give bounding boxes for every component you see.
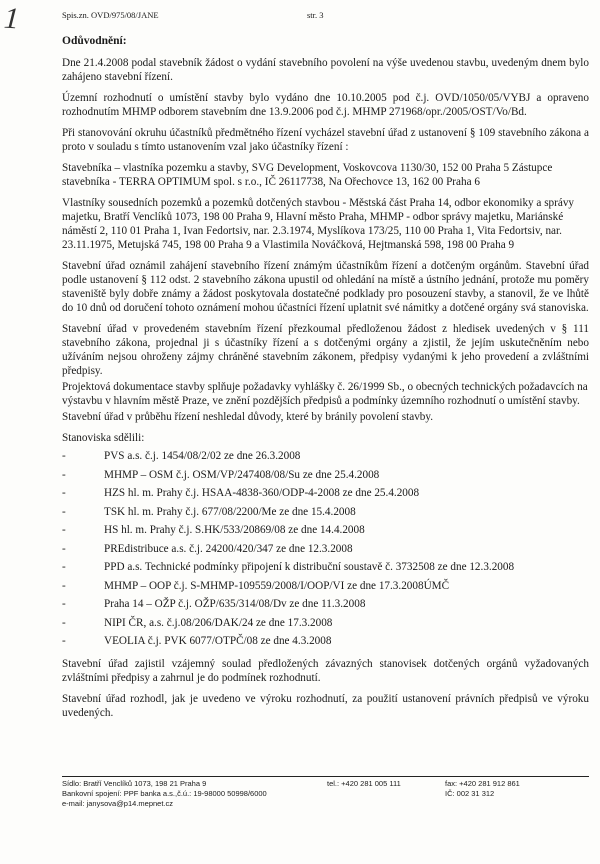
bank-details: Bankovní spojení: PPF banka a.s.,č.ú.: 19-98000 50998/6000 — [62, 789, 267, 798]
list-item: - PVS a.s. č.j. 1454/08/2/02 ze dne 26.3.2008 — [62, 450, 301, 462]
list-item: - HZS hl. m. Prahy č.j. HSAA-4838-360/ODP-4-2008 ze dne 25.4.2008 — [62, 487, 420, 499]
paragraph: Při stanovování okruhu účastníků předmětného řízení vycházel stavební úřad z ustanovení § 109 stavebního zákona a proto v souladu s tímto ustanovením vzal jako účastníky řízení : — [62, 127, 589, 153]
paragraph: Vlastníky sousedních pozemků a pozemků dotčených stavbou - Městská část Praha 14, odbor ekonomiky a správy majetku, Bratří Venclíků 1073, 198 00 Praha 9, Hlavní město Praha, MHMP - odbor správy majetku, Mariánské náměstí 2, 110 01 Praha 1, Ivan Fedortsiv, nar. 2.3.1974, Myslíkova 173/25, 110 00 Praha 1, Vita Fedortsiv, nar. 23.11.1975, Metujská 745, 198 00 Praha 9 a Vlastimila Nováčková, Hejtmanská 598, 198 00 Praha 9 — [62, 197, 575, 251]
paragraph: Stavební úřad oznámil zahájení stavebního řízení známým účastníkům řízení a dotčeným orgánům. Stavební úřad podle ustanovení § 112 odst. 2 stavebního zákona upustil od ohledání na místě a ústního jednání, protože mu poměry staveniště byly dobře známy a žádost poskytovala dostatečné podklady pro posouzení stavby, a stanovil, že ve lhůtě do 10 dnů od doručení tohoto oznámení mohou účastníci řízení uplatnit své námitky a dotčené orgány svá stanoviska. — [62, 260, 589, 314]
paragraph: Dne 21.4.2008 podal stavebník žádost o vydání stavebního povolení na výše uvedenou stavbu, uvedeným dnem bylo zahájeno stavební řízení. — [62, 57, 589, 83]
email: e-mail: janysova@p14.mepnet.cz — [62, 799, 173, 808]
page-number: str. 3 — [307, 10, 324, 20]
opinions-list — [62, 447, 589, 651]
section-title: Odůvodnění: — [62, 35, 127, 47]
list-item: - PREdistribuce a.s. č.j. 24200/420/347 ze dne 12.3.2008 — [62, 542, 353, 555]
list-item: - Praha 14 – OŽP č.j. OŽP/635/314/08/Dv ze dne 11.3.2008 — [62, 598, 366, 610]
paragraph: Projektová dokumentace stavby splňuje požadavky vyhlášky č. 26/1999 Sb., o obecných technických požadavcích na výstavbu v hlavním městě Praze, ve znění pozdějších předpisů a podmínky územního rozhodnutí o umístění stavby. — [62, 381, 588, 407]
paragraph: Stavební úřad v provedeném stavebním řízení přezkoumal předloženou žádost z hledisek uvedených v § 111 stavebního zákona, projednal ji s účastníky řízení a s dotčenými orgány a zjistil, že jejím uskutečněním nebo užíváním nejsou ohroženy zájmy chráněné stavebním zákonem, předpisy vydanými k jeho provedení a zvláštními předpisy. — [62, 323, 589, 377]
file-reference: Spis.zn. OVD/975/08/JANE — [62, 10, 159, 20]
paragraph: Stavební úřad v průběhu řízení neshledal důvody, které by bránily povolení stavby. — [62, 411, 434, 423]
list-item: - TSK hl. m. Prahy č.j. 677/08/2200/Me ze dne 15.4.2008 — [62, 505, 356, 518]
opinions-heading: Stanoviska sdělili: — [62, 432, 145, 444]
footer-divider — [62, 776, 589, 777]
phone: tel.: +420 281 005 111 — [327, 779, 401, 788]
fax: fax: +420 281 912 861 — [445, 779, 520, 788]
document-body — [62, 34, 589, 727]
handwritten-mark: 1 — [2, 1, 21, 36]
office-address: Sídlo: Bratří Venclíků 1073, 198 21 Praha 9 — [62, 779, 207, 788]
list-item: - NIPI ČR, a.s. č.j.08/206/DAK/24 ze dne 17.3.2008 — [62, 616, 333, 629]
list-item: - MHMP – OOP č.j. S-MHMP-109559/2008/I/OOP/VI ze dne 17.3.2008ÚMČ — [62, 579, 450, 592]
paragraph: Územní rozhodnutí o umístění stavby bylo vydáno dne 10.10.2005 pod č.j. OVD/1050/05/VYBJ a opraveno rozhodnutím MHMP odborem stavebním dne 13.9.2006 pod č.j. MHMP 271968/opr./2005/OST/Vo/Bd. — [62, 92, 589, 118]
paragraph: Stavební úřad rozhodl, jak je uvedeno ve výroku rozhodnutí, za použití ustanovení právních předpisů ve výroku uvedených. — [62, 692, 589, 719]
list-item: - MHMP – OSM č.j. OSM/VP/247408/08/Su ze dne 25.4.2008 — [62, 468, 380, 481]
list-item: - PPD a.s. Technické podmínky připojení k distribuční soustavě č. 3732508 ze dne 12.3.2008 — [62, 561, 515, 573]
company-id: IČ: 002 31 312 — [445, 789, 495, 798]
paragraph: Stavební úřad zajistil vzájemný soulad předložených závazných stanovisek dotčených orgánů vyžadovaných zvláštními předpisy a zahrnul je do podmínek rozhodnutí. — [62, 657, 589, 684]
paragraph: Stavebníka – vlastníka pozemku a stavby, SVG Development, Voskovcova 1130/30, 152 00 Praha 5 Zástupce stavebníka - TERRA OPTIMUM spol. s r.o., IČ 26117738, Na Ořechovce 13, 162 00 Praha 6 — [62, 162, 553, 188]
list-item: - VEOLIA č.j. PVK 6077/OTPČ/08 ze dne 4.3.2008 — [62, 635, 332, 647]
list-item: - HS hl. m. Prahy č.j. S.HK/533/20869/08 ze dne 14.4.2008 — [62, 524, 365, 536]
